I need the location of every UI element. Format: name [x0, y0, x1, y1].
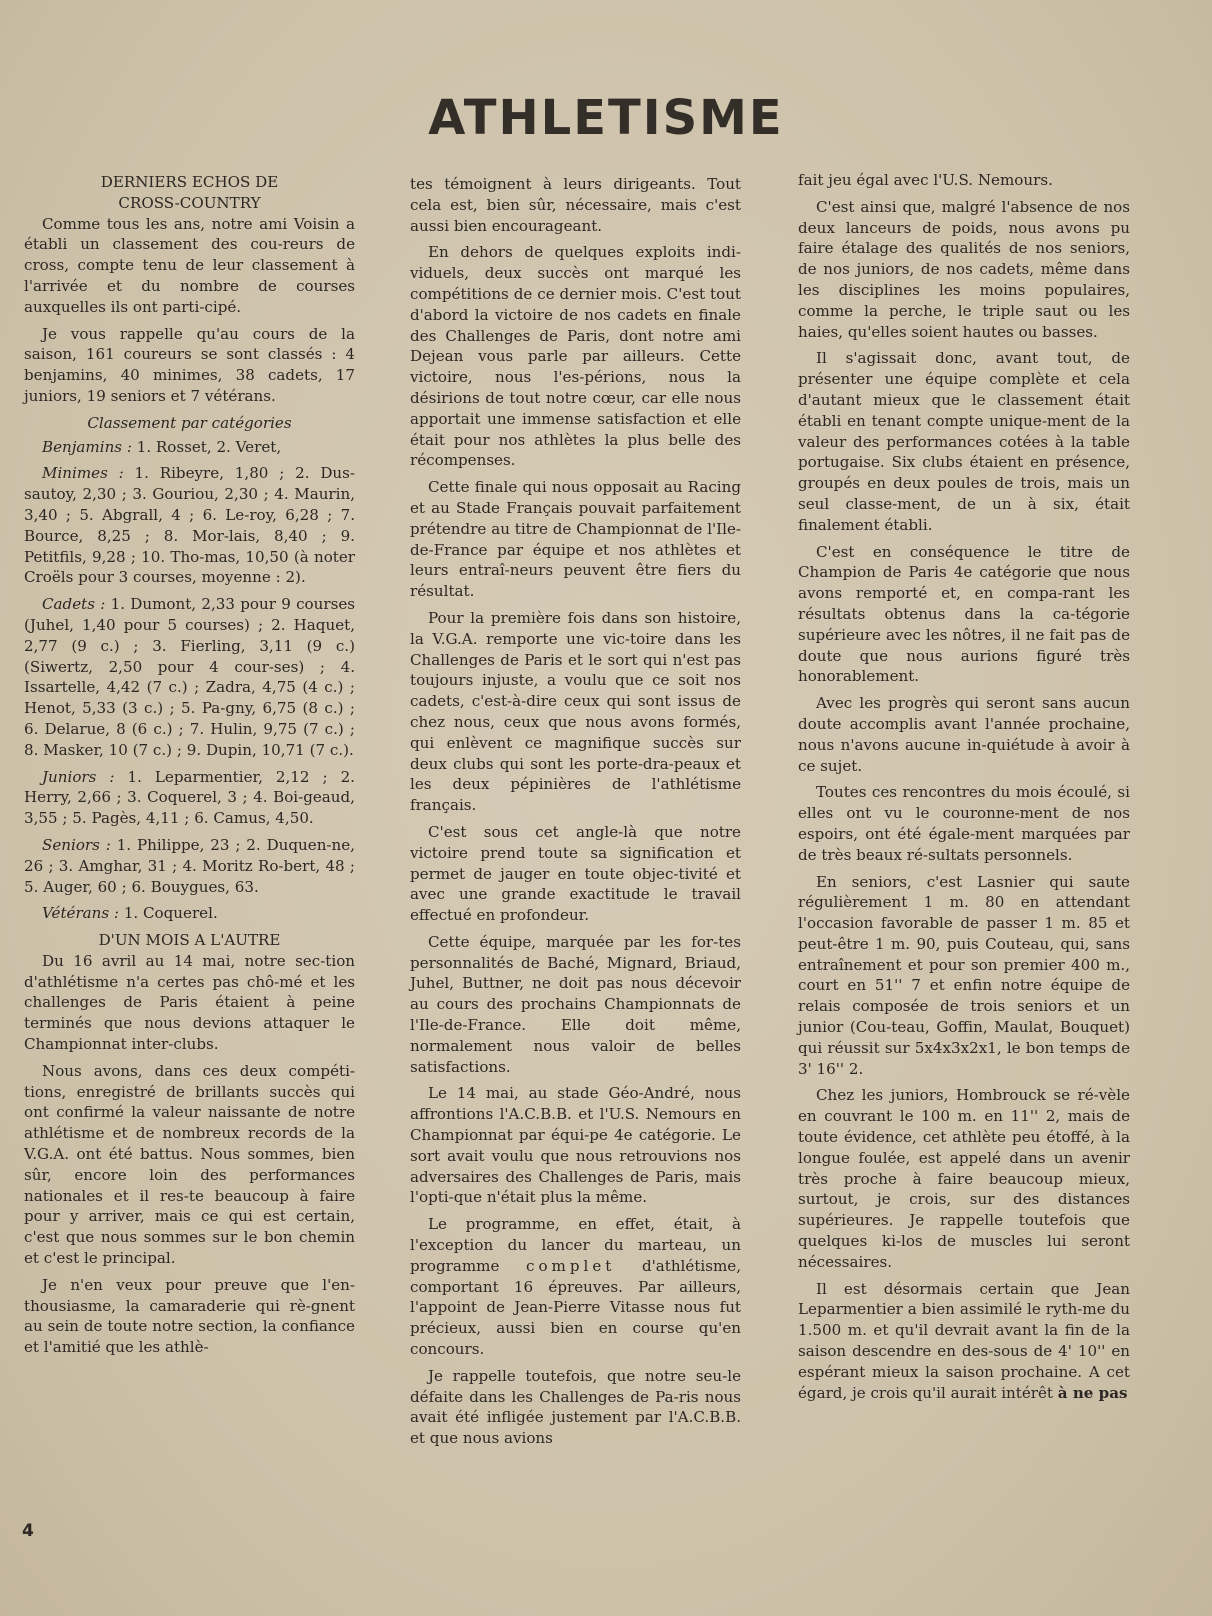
ranking-minimes [24, 463, 355, 588]
paragraph: tes témoignent à leurs dirigeants. Tout cela est, bien sûr, nécessaire, mais c'est aussi bien encourageant. [410, 175, 741, 235]
ranking-juniors [24, 767, 355, 829]
category-results: 1. Ribeyre, 1,80 ; 2. Dus-sautoy, 2,30 ; 3. Gouriou, 2,30 ; 4. Maurin, 3,40 ; 5. Abgrall, 4 ; 6. Le-roy, 6,28 ; 7. Bource, 8,25 ; 8. Mor-lais, 8,40 ; 9. Petitfils, 9,28 ; 10. Tho-mas, 10,50 (à noter Croëls pour 3 courses, moyenne : 2). [24, 464, 355, 587]
paragraph: Du 16 avril au 14 mai, notre sec-tion d'athlétisme n'a certes pas chô-mé et les challenges de Paris étaient à peine terminés que nous devions attaquer le Championnat inter-clubs. [24, 951, 355, 1054]
category-label: Cadets : [42, 595, 106, 614]
bold-text: à ne pas [1057, 1383, 1128, 1402]
paragraph [798, 1279, 1130, 1404]
column-3 [798, 170, 1130, 1409]
ranking-cadets [24, 594, 355, 760]
category-label: Juniors : [42, 767, 115, 786]
column-1 [24, 172, 355, 1364]
category-results: 1. Leparmentier, 2,12 ; 2. Herry, 2,66 ; 3. Coquerel, 3 ; 4. Boi-geaud, 3,55 ; 5. Pagès, 4,11 ; 6. Camus, 4,50. [24, 767, 355, 828]
paragraph: Avec les progrès qui seront sans aucun doute accomplis avant l'année prochaine, nous n'avons aucune in-quiétude à avoir à ce sujet. [798, 694, 1130, 775]
page-title: ATHLETISME [428, 90, 784, 146]
category-label: Minimes : [42, 464, 124, 483]
column-2 [410, 174, 741, 1455]
paragraph: En dehors de quelques exploits indi-viduels, deux succès ont marqué les compétitions de ce dernier mois. C'est tout d'abord la victoire de nos cadets en finale des Challenges de Paris, dont notre ami Dejean vous parle par ailleurs. Cette victoire, nous l'es-périons, nous la désirions de tout notre cœur, car elle nous apportait une immense satisfaction et elle était pour nos athlètes la plus belle des récompenses. [410, 243, 741, 470]
category-results: 1. Dumont, 2,33 pour 9 courses (Juhel, 1,40 pour 5 courses) ; 2. Haquet, 2,77 (9 c.) ; 3. Fierling, 3,11 (9 c.) (Siwertz, 2,50 pour 4 cour-ses) ; 4. Issartelle, 4,42 (7 c.) ; Zadra, 4,75 (4 c.) ; Henot, 5,33 (3 c.) ; 5. Pa-gny, 6,75 (8 c.) ; 6. Delarue, 8 (6 c.) ; 7. Hulin, 9,75 (7 c.) ; 8. Masker, 10 (7 c.) ; 9. Dupin, 10,71 (7 c.). [24, 595, 355, 759]
paragraph: Comme tous les ans, notre ami Voisin a établi un classement des cou-reurs de cross, compte tenu de leur classement à l'arrivée et du nombre de courses auxquelles ils ont parti-cipé. [24, 214, 355, 316]
spaced-word: complet [526, 1256, 616, 1275]
paragraph: C'est sous cet angle-là que notre victoire prend toute sa signification et permet de jauger en toute objec-tivité et avec une grande exactitude le travail effectué en profondeur. [410, 822, 741, 925]
paragraph: Le 14 mai, au stade Géo-André, nous affrontions l'A.C.B.B. et l'U.S. Nemours en Championnat par équi-pe 4e catégorie. Le sort avait voulu que nous retrouvions nos adversaires des Challenges de Paris, mais l'opti-que n'était plus la même. [410, 1084, 741, 1207]
ranking-veterans [24, 903, 355, 924]
text-run: d'athlétisme, comportant 16 épreuves. Par ailleurs, l'appoint de Jean-Pierre Vitasse nous fut précieux, aussi bien en course qu'en concours. [410, 1256, 741, 1359]
section-heading-cross-1: DERNIERS ECHOS DE [100, 173, 279, 191]
paragraph: Toutes ces rencontres du mois écoulé, si elles ont vu le couronne-ment de nos espoirs, ont été égale-ment marquées par de très beaux ré-sultats personnels. [798, 783, 1130, 864]
ranking-seniors [24, 835, 355, 897]
category-results: 1. Philippe, 23 ; 2. Duquen-ne, 26 ; 3. Amghar, 31 ; 4. Moritz Ro-bert, 48 ; 5. Auger, 60 ; 6. Bouygues, 63. [24, 835, 355, 896]
paragraph: Chez les juniors, Hombrouck se ré-vèle en couvrant le 100 m. en 11'' 2, mais de toute évidence, cet athlète peu étoffé, à la longue foulée, est appelé dans un avenir très proche à faire beaucoup mieux, surtout, je crois, sur des distances supérieures. Je rappelle toutefois que quelques ki-los de muscles lui seront nécessaires. [798, 1086, 1130, 1271]
section-heading-cross-2: CROSS-COUNTRY [118, 193, 261, 212]
category-label: Benjamins : [42, 437, 132, 456]
section-heading-month: D'UN MOIS A L'AUTRE [98, 931, 281, 950]
paragraph [410, 1214, 741, 1360]
category-label: Seniors : [42, 835, 111, 854]
ranking-benjamins [24, 437, 355, 458]
paragraph: C'est ainsi que, malgré l'absence de nos deux lanceurs de poids, nous avons pu faire étalage des qualités de nos seniors, de nos juniors, de nos cadets, même dans les disciplines les moins populaires, comme la perche, le triple saut ou les haies, qu'elles soient hautes ou basses. [798, 197, 1130, 341]
page-number: 4 [22, 1521, 34, 1541]
category-label: Vétérans : [42, 904, 120, 923]
paragraph: Nous avons, dans ces deux compéti-tions, enregistré de brillants succès qui ont confirmé la valeur naissante de notre athlétisme et de nombreux records de la V.G.A. ont été battus. Nous sommes, bien sûr, encore loin des performances nationales et il res-te beaucoup à faire pour y arriver, mais ce qui est certain, c'est que nous sommes sur le bon chemin et c'est le principal. [24, 1061, 355, 1268]
text-run: Il est désormais certain que Jean Leparmentier a bien assimilé le ryth-me du 1.500 m. et qu'il devrait avant la fin de la saison descendre en des-sous de 4' 10'' en espérant mieux la saison prochaine. A cet égard, je crois qu'il aurait intérêt [798, 1279, 1130, 1402]
ranking-heading: Classement par catégories [87, 413, 292, 432]
paragraph: Je vous rappelle qu'au cours de la saison, 161 coureurs se sont classés : 4 benjamins, 40 minimes, 38 cadets, 17 juniors, 19 seniors et 7 vétérans. [24, 324, 355, 405]
category-results: 1. Coquerel. [119, 904, 218, 923]
paragraph: Je rappelle toutefois, que notre seu-le défaite dans les Challenges de Pa-ris nous avait été infligée justement par l'A.C.B.B. et que nous avions [410, 1366, 741, 1448]
paragraph: C'est en conséquence le titre de Champion de Paris 4e catégorie que nous avons remporté et, en compa-rant les résultats obtenus dans la ca-tégorie supérieure avec les nôtres, il ne fait pas de doute que nous aurions figuré très honorablement. [798, 542, 1130, 686]
text-run: Le programme, en effet, était, à l'exception du lancer du marteau, un programme [410, 1215, 741, 1275]
paragraph: En seniors, c'est Lasnier qui saute régulièrement 1 m. 80 en attendant l'occasion favorable de passer 1 m. 85 et peut-être 1 m. 90, puis Couteau, qui, sans entraînement et pour son premier 400 m., court en 51'' 7 et enfin notre équipe de relais composée de trois seniors et un junior (Cou-teau, Goffin, Maulat, Bouquet) qui réussit sur 5x4x3x2x1, le bon temps de 3' 16'' 2. [798, 872, 1130, 1078]
paragraph: Cette finale qui nous opposait au Racing et au Stade Français pouvait parfaitement prétendre au titre de Championnat de l'Ile-de-France par équipe et nos athlètes et leurs entraî-neurs peuvent être fiers du résultat. [410, 478, 741, 601]
paragraph: Pour la première fois dans son histoire, la V.G.A. remporte une vic-toire dans les Challenges de Paris et le sort qui n'est pas toujours injuste, a voulu que ce soit nos cadets, c'est-à-dire ceux qui sont issus de chez nous, ceux que nous avons formés, qui enlèvent ce magnifique succès sur deux clubs qui sont les porte-dra-peaux et les deux pépinières de l'athlétisme français. [410, 608, 741, 815]
category-results: 1. Rosset, 2. Veret, [131, 437, 282, 456]
paragraph: fait jeu égal avec l'U.S. Nemours. [798, 171, 1053, 189]
paragraph: Il s'agissait donc, avant tout, de présenter une équipe complète et cela d'autant mieux que le classement était établi en tenant compte unique-ment de la valeur des performances cotées à la table portugaise. Six clubs étaient en présence, groupés en deux poules de trois, mais un seul classe-ment, de un à six, était finalement établi. [798, 349, 1130, 534]
paragraph: Je n'en veux pour preuve que l'en-thousiasme, la camaraderie qui rè-gnent au sein de toute notre section, la confiance et l'amitié que les athlè- [24, 1275, 355, 1357]
paragraph: Cette équipe, marquée par les for-tes personnalités de Baché, Mignard, Briaud, Juhel, Buttner, ne doit pas nous décevoir au cours des prochains Championnats de l'Ile-de-France. Elle doit même, normalement nous valoir de belles satisfactions. [410, 932, 741, 1076]
